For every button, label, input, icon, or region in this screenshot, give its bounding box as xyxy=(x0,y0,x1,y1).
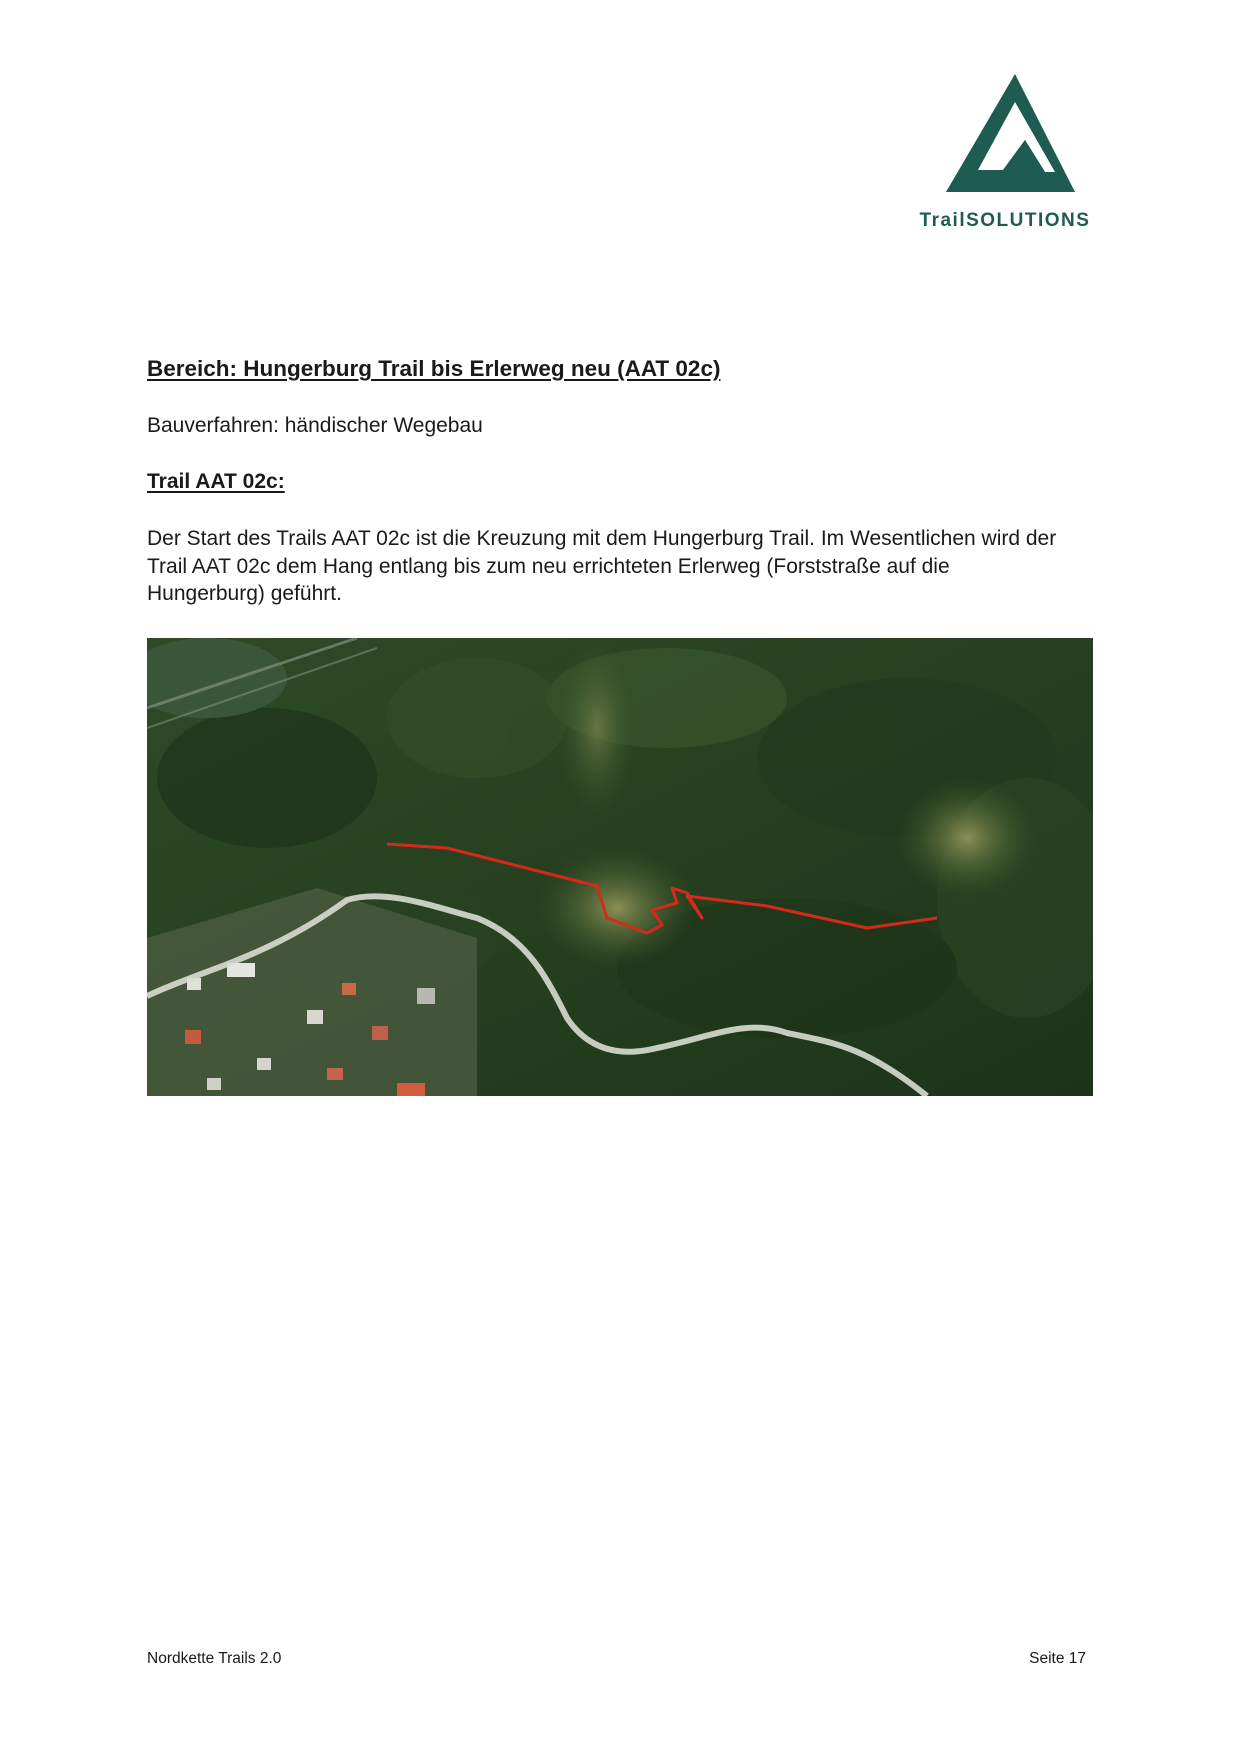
description-line: Der Start des Trails AAT 02c ist die Kreuzung mit dem Hungerburg Trail. Im Wesentlichen wird der xyxy=(147,527,1057,550)
aerial-photo xyxy=(147,638,1093,1096)
trail-description xyxy=(147,525,1097,608)
triangle-mountain-logo-icon xyxy=(933,72,1078,197)
logo-wordmark: TrailSOLUTIONS xyxy=(919,210,1091,231)
description-line: Trail AAT 02c dem Hang entlang bis zum neu errichteten Erlerweg (Forststraße auf die xyxy=(147,554,950,578)
footer-document-title: Nordkette Trails 2.0 xyxy=(147,1650,282,1667)
description-line: Hungerburg) geführt. xyxy=(147,582,342,605)
footer-page-number: Seite 17 xyxy=(1029,1650,1086,1667)
trail-heading: Trail AAT 02c: xyxy=(147,470,285,493)
section-heading: Bereich: Hungerburg Trail bis Erlerweg neu (AAT 02c) xyxy=(147,356,721,381)
company-logo xyxy=(915,72,1095,240)
construction-method: Bauverfahren: händischer Wegebau xyxy=(147,414,483,437)
aerial-map-image xyxy=(147,638,1093,1096)
